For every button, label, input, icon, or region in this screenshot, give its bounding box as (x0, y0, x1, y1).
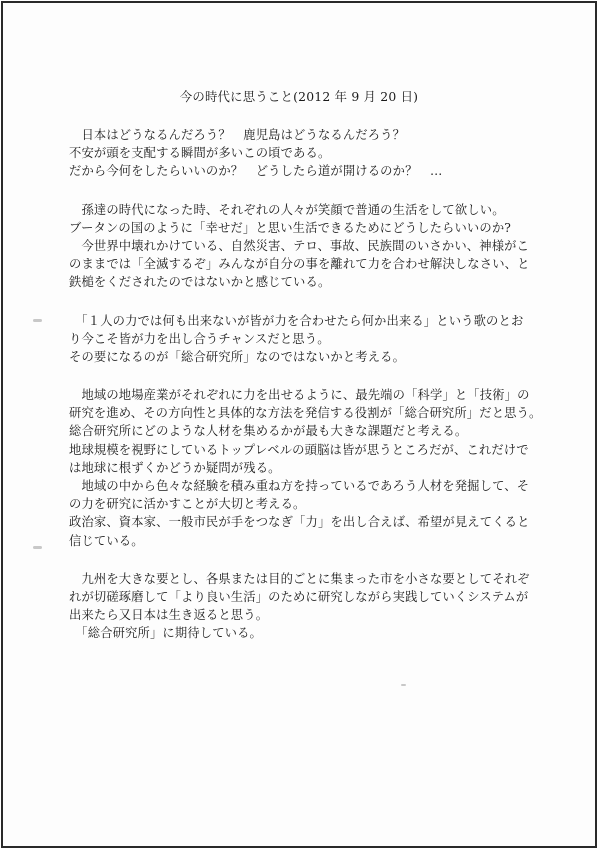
text-line: 孫達の時代になった時、それぞれの人々が笑顔で普通の生活をして欲しい。 (69, 202, 505, 217)
paragraph (69, 386, 542, 550)
text-line: は地球に根ずくかどうか疑問が残る。 (69, 460, 281, 475)
text-line: のままでは「全滅するぞ」みんなが自分の事を離れて力を合わせ解決しなさい、と (69, 257, 530, 272)
text-line: 研究を進め、その方向性と具体的な方法を発信する役割が「総合研究所」だと思う。 (69, 406, 542, 421)
text-line: だから今何をしたらいいのか？ どうしたら道が開けるのか？ … (69, 164, 443, 179)
text-line: 九州を大きな要とし、各県または目的ごとに集まった市を小さな要としてそれぞ (69, 571, 530, 586)
text-line: 地域の地場産業がそれぞれに力を出せるように、最先端の「科学」と「技術」の (69, 388, 530, 403)
text-line: り今こそ皆が力を出し合うチャンスだと思う。 (69, 331, 330, 346)
text-line: 「１人の力では何も出来ないが皆が力を合わせたら何か出来る」という歌のとお (69, 313, 524, 328)
text-line: 総合研究所にどのような人材を集めるかが最も大きな課題だと考える。 (69, 424, 468, 439)
scan-mark (401, 684, 406, 686)
text-line: 信じている。 (69, 533, 144, 548)
text-line: その要になるのが「総合研究所」なのではないかと考える。 (69, 349, 406, 364)
text-line: 鉄槌をくだされたのではないかと感じている。 (69, 275, 331, 290)
text-line: 地域の中から色々な経験を積み重ね方を持っているであろう人材を発掘して、そ (69, 479, 530, 493)
paragraph (69, 201, 539, 292)
scan-mark (33, 546, 42, 549)
text-line: 政治家、資本家、一般市民が手をつなぎ「力」を出し合えば、希望が見えてくると (69, 515, 530, 530)
text-line: 今世界中壊れかけている、自然災害、テロ、事故、民族間のいさかい、神様がこ (69, 238, 530, 253)
paragraph (69, 570, 539, 643)
text-line: 日本はどうなるんだろう？ 鹿児島はどうなるんだろう？ (69, 128, 406, 142)
scan-mark (33, 319, 42, 322)
text-line: ブータンの国のように「幸せだ」と思い生活できるためにどうしたらいいのか? (69, 220, 512, 235)
text-line: れが切磋琢磨して「より良い生活」のために研究しながら実践していくシステムが (69, 589, 529, 604)
document-title: 今の時代に思うこと(2012 年 9 月 20 日) (179, 89, 419, 104)
text-line: 地球規模を視野にしているトップレベルの頭脳は皆が思うところだが、これだけで (69, 442, 529, 457)
text-line: の力を研究に活かすことが大切と考える。 (69, 497, 306, 512)
text-line: 不安が頭を支配する瞬間が多いこの頃である。 (69, 146, 331, 161)
document-body (69, 126, 542, 643)
text-line: 「総合研究所」に期待している。 (69, 626, 263, 641)
scanned-page (1, 1, 597, 848)
paragraph (69, 126, 539, 181)
text-line: 出来たら又日本は生き返ると思う。 (69, 608, 269, 623)
paragraph (69, 312, 539, 367)
